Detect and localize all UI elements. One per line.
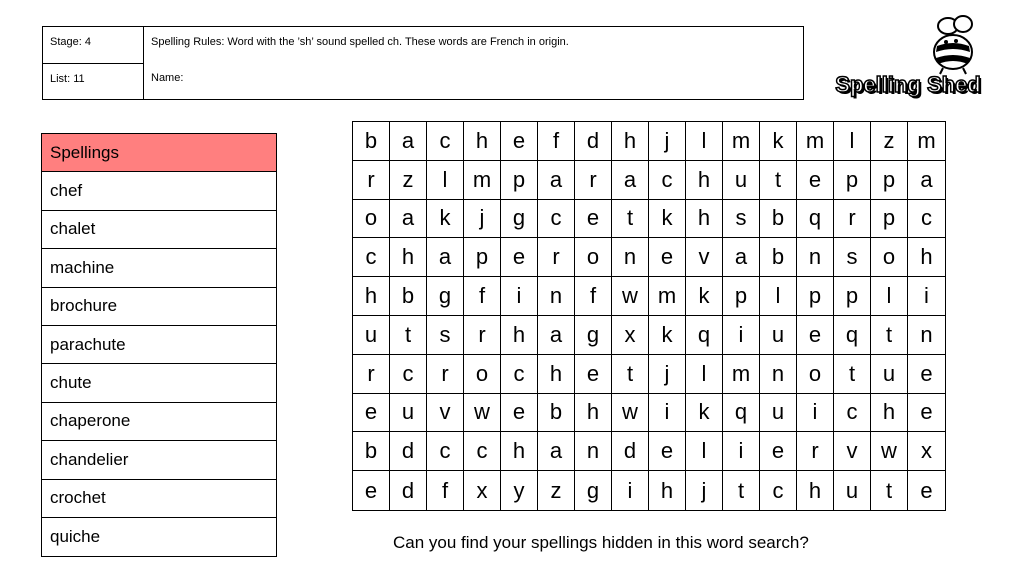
grid-letter[interactable]: f xyxy=(427,471,464,510)
grid-letter[interactable]: j xyxy=(686,471,723,510)
grid-letter[interactable]: x xyxy=(612,316,649,355)
grid-letter[interactable]: h xyxy=(501,316,538,355)
grid-letter[interactable]: b xyxy=(538,394,575,433)
grid-letter[interactable]: j xyxy=(464,200,501,239)
grid-letter[interactable]: h xyxy=(464,122,501,161)
grid-letter[interactable]: k xyxy=(649,200,686,239)
spellings-list xyxy=(41,133,277,557)
grid-letter[interactable]: r xyxy=(427,355,464,394)
grid-letter[interactable]: a xyxy=(723,238,760,277)
grid-letter[interactable]: g xyxy=(427,277,464,316)
grid-letter[interactable]: c xyxy=(908,200,945,239)
grid-letter[interactable]: e xyxy=(575,355,612,394)
grid-letter[interactable]: e xyxy=(797,316,834,355)
grid-letter[interactable]: f xyxy=(464,277,501,316)
list-cell xyxy=(43,64,144,100)
grid-letter[interactable]: h xyxy=(797,471,834,510)
grid-letter[interactable]: c xyxy=(834,394,871,433)
grid-letter[interactable]: l xyxy=(871,277,908,316)
grid-letter[interactable]: l xyxy=(686,432,723,471)
grid-letter[interactable]: e xyxy=(353,394,390,433)
grid-letter[interactable]: c xyxy=(390,355,427,394)
grid-letter[interactable]: m xyxy=(797,122,834,161)
logo-text: Spelling Shed xyxy=(835,72,981,97)
word-search-grid xyxy=(352,121,946,511)
grid-letter[interactable]: u xyxy=(353,316,390,355)
grid-letter[interactable]: p xyxy=(834,277,871,316)
grid-letter[interactable]: c xyxy=(464,432,501,471)
grid-letter[interactable]: u xyxy=(760,394,797,433)
grid-letter[interactable]: e xyxy=(353,471,390,510)
grid-letter[interactable]: o xyxy=(871,238,908,277)
grid-letter[interactable]: e xyxy=(575,200,612,239)
grid-letter[interactable]: o xyxy=(797,355,834,394)
grid-letter[interactable]: b xyxy=(353,432,390,471)
grid-letter[interactable]: w xyxy=(464,394,501,433)
grid-letter[interactable]: r xyxy=(834,200,871,239)
grid-letter[interactable]: h xyxy=(686,161,723,200)
grid-letter[interactable]: q xyxy=(686,316,723,355)
grid-letter[interactable]: t xyxy=(390,316,427,355)
grid-letter[interactable]: p xyxy=(797,277,834,316)
grid-letter[interactable]: b xyxy=(760,238,797,277)
grid-letter[interactable]: e xyxy=(760,432,797,471)
grid-letter[interactable]: e xyxy=(649,432,686,471)
grid-letter[interactable]: p xyxy=(723,277,760,316)
grid-letter[interactable]: t xyxy=(760,161,797,200)
grid-letter[interactable]: a xyxy=(427,238,464,277)
grid-letter[interactable]: l xyxy=(760,277,797,316)
spelling-word: chaperone xyxy=(42,403,276,441)
grid-letter[interactable]: o xyxy=(464,355,501,394)
grid-letter[interactable]: d xyxy=(575,122,612,161)
grid-letter[interactable]: u xyxy=(723,161,760,200)
grid-letter[interactable]: c xyxy=(353,238,390,277)
grid-letter[interactable]: a xyxy=(538,161,575,200)
grid-letter[interactable]: h xyxy=(612,122,649,161)
grid-letter[interactable]: x xyxy=(464,471,501,510)
grid-letter[interactable]: f xyxy=(538,122,575,161)
grid-letter[interactable]: q xyxy=(723,394,760,433)
grid-letter[interactable]: j xyxy=(649,355,686,394)
grid-letter[interactable]: h xyxy=(908,238,945,277)
grid-letter[interactable]: p xyxy=(871,200,908,239)
grid-letter[interactable]: s xyxy=(427,316,464,355)
grid-letter[interactable]: p xyxy=(871,161,908,200)
stage-cell xyxy=(43,27,144,64)
grid-letter[interactable]: t xyxy=(834,355,871,394)
grid-letter[interactable]: h xyxy=(575,394,612,433)
grid-letter[interactable]: k xyxy=(760,122,797,161)
grid-letter[interactable]: t xyxy=(723,471,760,510)
grid-letter[interactable]: e xyxy=(908,394,945,433)
stage-label: Stage: 4 xyxy=(50,36,91,48)
grid-letter[interactable]: u xyxy=(760,316,797,355)
grid-letter[interactable]: w xyxy=(612,394,649,433)
grid-letter[interactable]: w xyxy=(871,432,908,471)
grid-letter[interactable]: v xyxy=(427,394,464,433)
grid-letter[interactable]: t xyxy=(612,355,649,394)
grid-letter[interactable]: p xyxy=(464,238,501,277)
grid-letter[interactable]: a xyxy=(538,432,575,471)
grid-letter[interactable]: i xyxy=(649,394,686,433)
grid-letter[interactable]: g xyxy=(575,471,612,510)
spelling-shed-logo xyxy=(818,14,994,104)
spelling-word: chalet xyxy=(42,211,276,249)
grid-letter[interactable]: g xyxy=(575,316,612,355)
grid-letter[interactable]: t xyxy=(871,316,908,355)
grid-letter[interactable]: e xyxy=(649,238,686,277)
grid-letter[interactable]: k xyxy=(427,200,464,239)
spelling-word: quiche xyxy=(50,527,101,547)
grid-letter[interactable]: e xyxy=(501,122,538,161)
grid-letter[interactable]: u xyxy=(834,471,871,510)
grid-letter[interactable]: u xyxy=(390,394,427,433)
grid-letter[interactable]: k xyxy=(686,394,723,433)
grid-letter[interactable]: c xyxy=(760,471,797,510)
grid-letter[interactable]: e xyxy=(920,477,933,503)
grid-letter[interactable]: r xyxy=(575,161,612,200)
grid-letter[interactable]: b xyxy=(760,200,797,239)
grid-letter[interactable]: h xyxy=(649,471,686,510)
grid-letter[interactable]: a xyxy=(390,122,427,161)
grid-letter[interactable]: r xyxy=(353,161,390,200)
grid-letter[interactable]: i xyxy=(908,277,945,316)
spellings-header: Spellings xyxy=(42,134,276,172)
header-table xyxy=(42,26,804,100)
grid-letter[interactable]: h xyxy=(538,355,575,394)
grid-letter[interactable]: n xyxy=(612,238,649,277)
grid-letter[interactable]: d xyxy=(390,471,427,510)
grid-letter[interactable]: h xyxy=(871,394,908,433)
spelling-word: chef xyxy=(42,172,276,210)
grid-letter[interactable]: e xyxy=(908,355,945,394)
grid-letter[interactable]: b xyxy=(390,277,427,316)
grid-letter[interactable]: l xyxy=(686,355,723,394)
grid-letter[interactable]: m xyxy=(723,122,760,161)
grid-letter[interactable]: z xyxy=(871,122,908,161)
grid-letter[interactable]: g xyxy=(501,200,538,239)
grid-letter[interactable]: m xyxy=(649,277,686,316)
grid-letter[interactable]: f xyxy=(575,277,612,316)
grid-letter[interactable]: s xyxy=(834,238,871,277)
grid-letter[interactable]: n xyxy=(908,316,945,355)
grid-letter[interactable]: r xyxy=(797,432,834,471)
grid-letter[interactable]: i xyxy=(612,471,649,510)
grid-letter[interactable]: c xyxy=(649,161,686,200)
grid-letter[interactable]: r xyxy=(464,316,501,355)
grid-letter[interactable]: s xyxy=(723,200,760,239)
grid-letter[interactable]: q xyxy=(834,316,871,355)
grid-letter[interactable]: o xyxy=(575,238,612,277)
grid-letter[interactable]: i xyxy=(723,432,760,471)
grid-letter[interactable]: h xyxy=(686,200,723,239)
grid-letter[interactable]: m xyxy=(908,122,945,161)
grid-letter[interactable]: k xyxy=(649,316,686,355)
grid-letter[interactable]: c xyxy=(501,355,538,394)
grid-letter[interactable]: z xyxy=(538,471,575,510)
spelling-word: chute xyxy=(42,364,276,402)
grid-letter[interactable]: j xyxy=(649,122,686,161)
rules-cell xyxy=(144,27,803,100)
grid-letter[interactable]: d xyxy=(612,432,649,471)
spelling-word: parachute xyxy=(42,326,276,364)
spelling-word: crochet xyxy=(42,480,276,518)
grid-letter[interactable]: e xyxy=(501,394,538,433)
grid-letter[interactable]: m xyxy=(723,355,760,394)
grid-letter[interactable]: d xyxy=(390,432,427,471)
grid-letter[interactable]: e xyxy=(797,161,834,200)
grid-letter[interactable]: n xyxy=(575,432,612,471)
grid-letter[interactable]: h xyxy=(390,238,427,277)
grid-letter[interactable]: z xyxy=(390,161,427,200)
grid-letter[interactable]: l xyxy=(834,122,871,161)
grid-letter[interactable]: h xyxy=(501,432,538,471)
grid-letter[interactable]: v xyxy=(834,432,871,471)
grid-letter[interactable]: n xyxy=(538,277,575,316)
grid-letter[interactable]: a xyxy=(390,200,427,239)
grid-letter[interactable]: m xyxy=(464,161,501,200)
grid-letter[interactable]: c xyxy=(427,432,464,471)
grid-letter[interactable]: b xyxy=(353,122,390,161)
grid-letter[interactable]: q xyxy=(797,200,834,239)
grid-letter[interactable]: a xyxy=(538,316,575,355)
grid-letter[interactable]: a xyxy=(612,161,649,200)
grid-letter[interactable]: u xyxy=(871,355,908,394)
grid-letter[interactable]: r xyxy=(353,355,390,394)
grid-letter[interactable]: w xyxy=(612,277,649,316)
grid-letter[interactable]: i xyxy=(501,277,538,316)
grid-letter[interactable]: i xyxy=(723,316,760,355)
grid-letter[interactable]: i xyxy=(797,394,834,433)
grid-letter[interactable]: k xyxy=(686,277,723,316)
grid-letter[interactable]: p xyxy=(501,161,538,200)
spelling-word: chandelier xyxy=(42,441,276,479)
grid-letter[interactable]: n xyxy=(760,355,797,394)
grid-letter[interactable]: v xyxy=(686,238,723,277)
grid-letter[interactable]: l xyxy=(427,161,464,200)
grid-letter[interactable]: t xyxy=(871,471,908,510)
grid-letter[interactable]: h xyxy=(353,277,390,316)
grid-letter[interactable]: l xyxy=(686,122,723,161)
name-label: Name: xyxy=(151,72,184,84)
grid-letter[interactable]: o xyxy=(353,200,390,239)
instructions-caption: Can you find your spellings hidden in this word search? xyxy=(393,533,809,552)
spelling-rules-text: Spelling Rules: Word with the ’sh’ sound spelled ch. These words are French in origin. xyxy=(151,36,569,48)
list-label: List: 11 xyxy=(50,73,85,85)
spelling-word: brochure xyxy=(42,288,276,326)
grid-letter[interactable]: c xyxy=(427,122,464,161)
grid-letter[interactable]: x xyxy=(908,432,945,471)
grid-letter[interactable]: y xyxy=(501,471,538,510)
grid-letter[interactable]: r xyxy=(538,238,575,277)
grid-letter[interactable]: n xyxy=(797,238,834,277)
grid-letter[interactable]: t xyxy=(612,200,649,239)
grid-letter[interactable]: a xyxy=(908,161,945,200)
grid-letter[interactable]: p xyxy=(834,161,871,200)
spelling-word: machine xyxy=(42,249,276,287)
grid-letter[interactable]: e xyxy=(501,238,538,277)
grid-letter[interactable]: c xyxy=(538,200,575,239)
